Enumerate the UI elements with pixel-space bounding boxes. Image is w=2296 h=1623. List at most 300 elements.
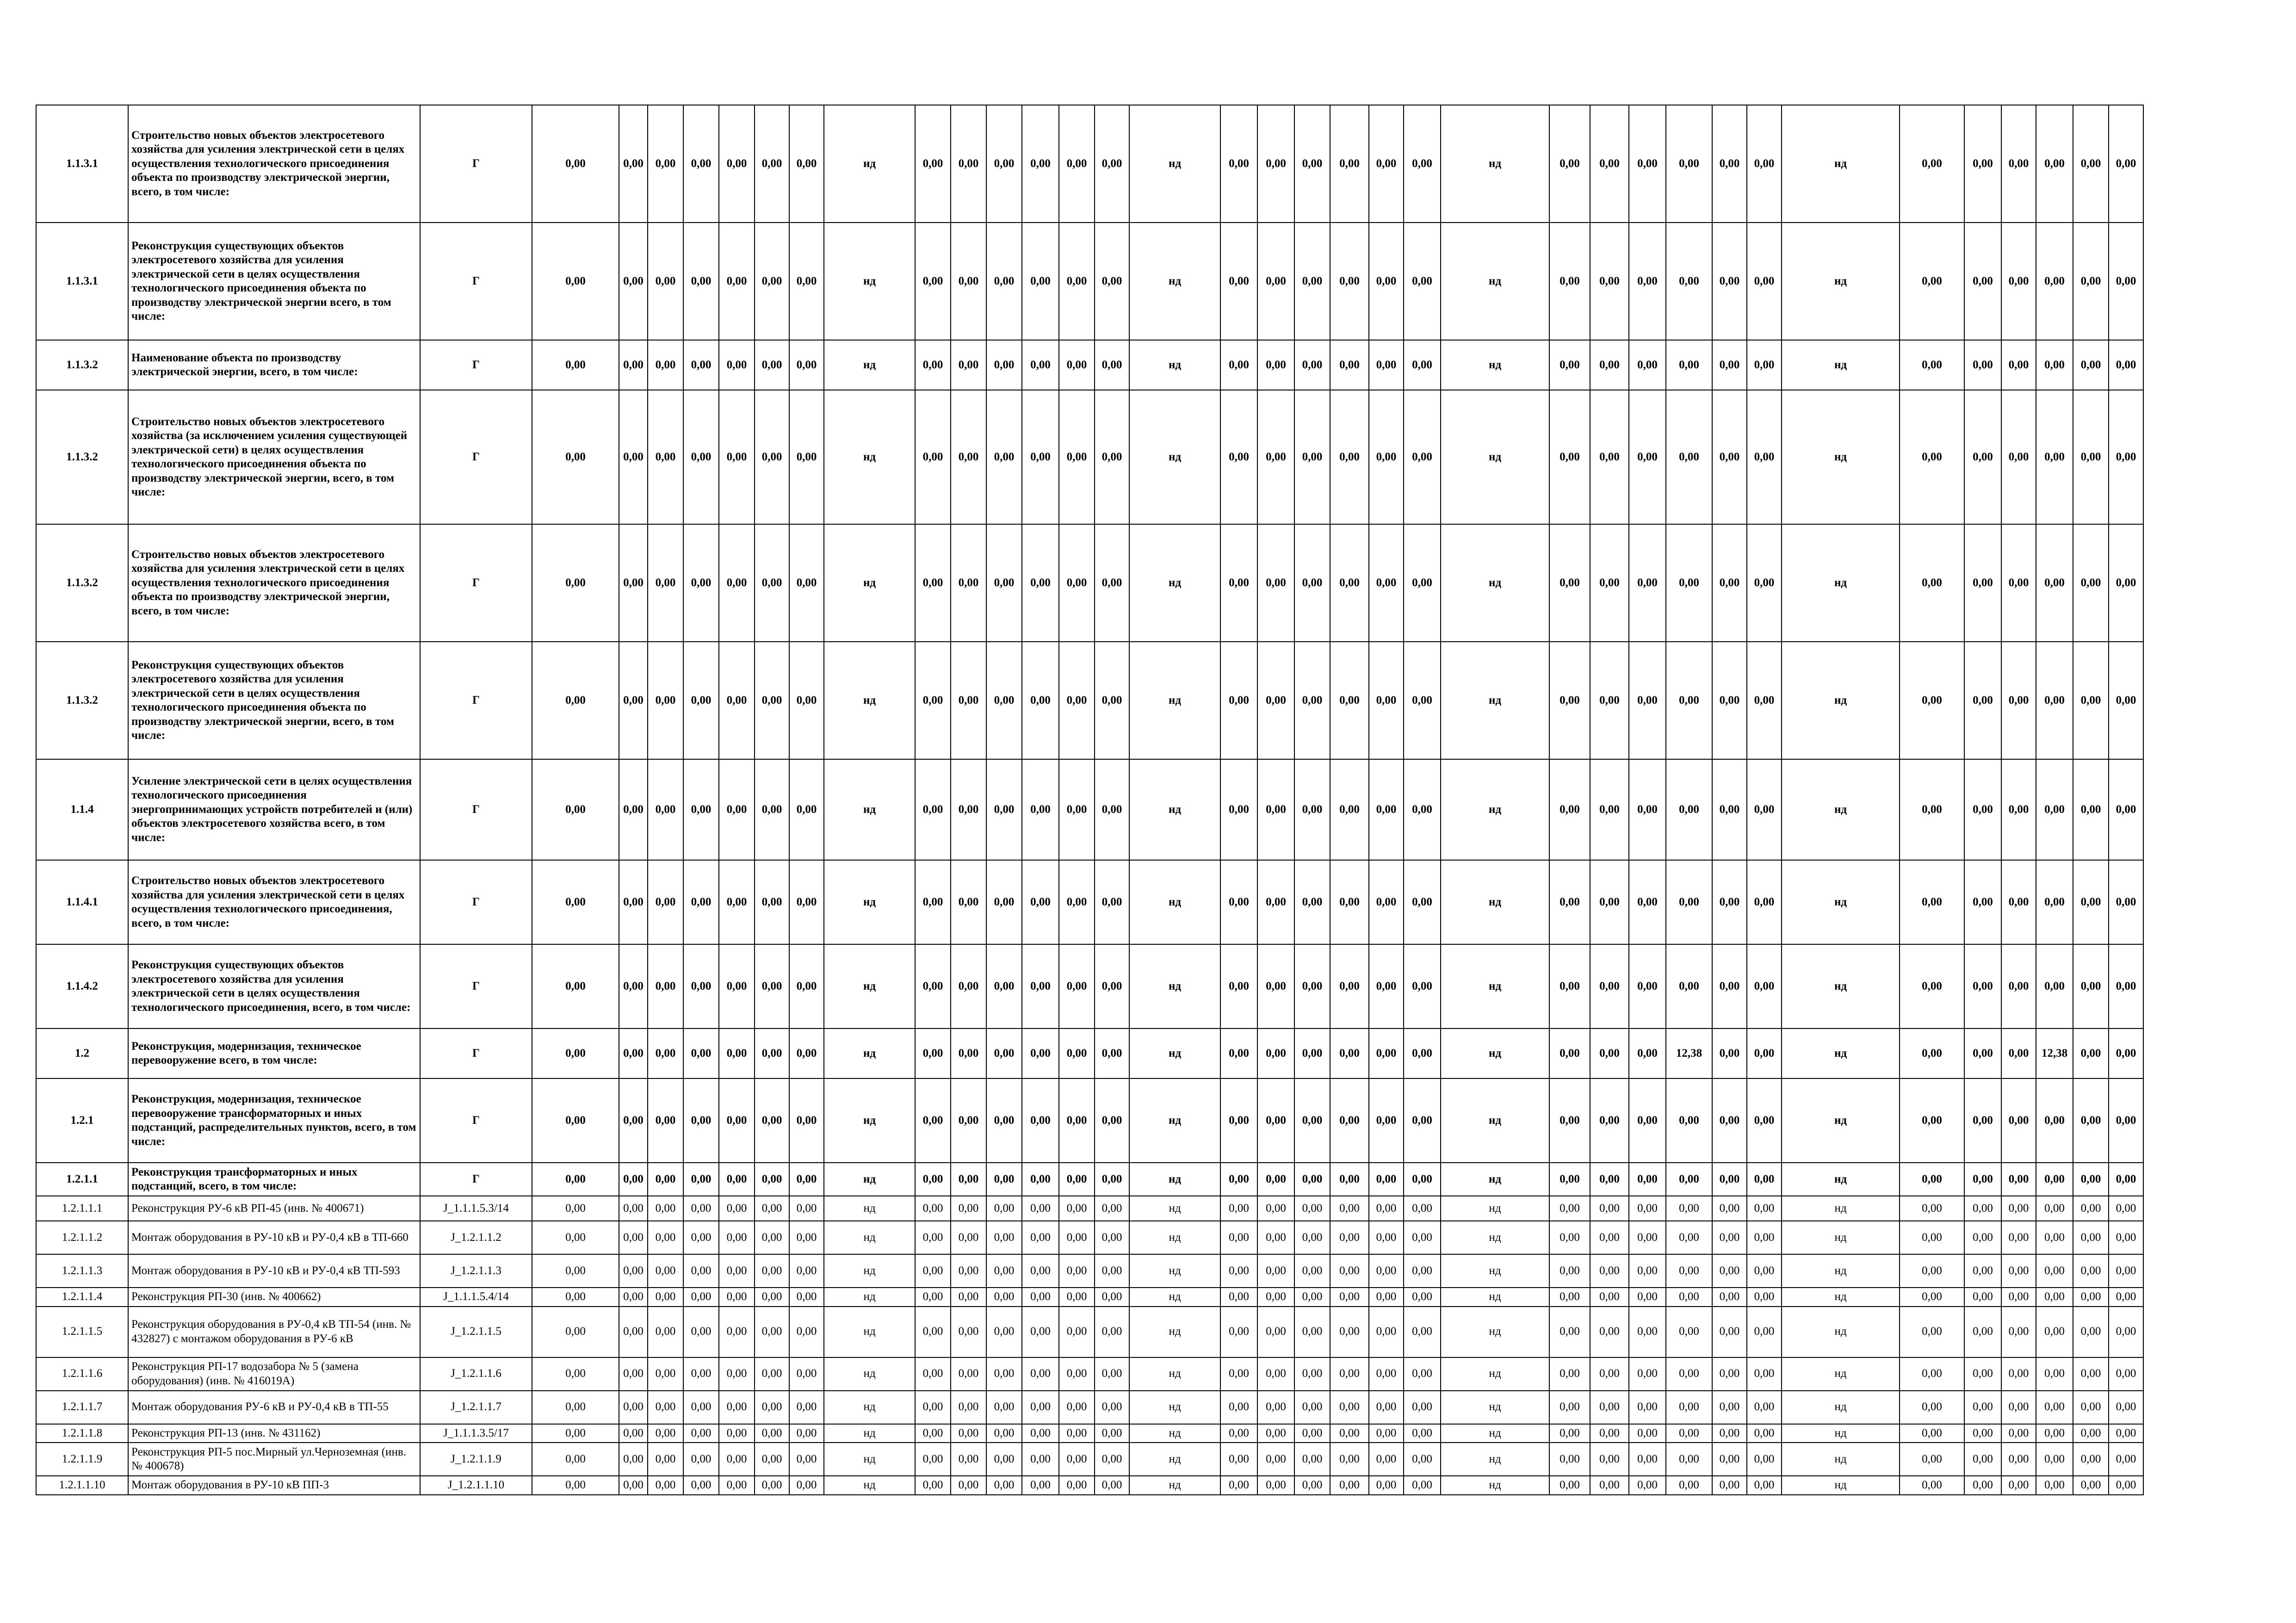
value-cell: 0,00 [719,105,755,223]
value-cell: 0,00 [1629,1307,1666,1357]
value-cell: 0,00 [1549,390,1590,524]
row-id-cell: J_1.2.1.1.10 [420,1476,532,1495]
value-cell: 0,00 [1900,1443,1964,1476]
value-cell: 0,00 [683,1163,719,1196]
value-cell: 0,00 [683,642,719,759]
value-cell: нд [824,390,915,524]
value-cell: 0,00 [1294,105,1330,223]
value-cell: 0,00 [2073,944,2109,1028]
value-cell: 0,00 [2109,1424,2143,1443]
value-cell: 0,00 [1330,1443,1369,1476]
value-cell: 0,00 [1095,1221,1129,1254]
value-cell: 0,00 [1022,1307,1059,1357]
value-cell: 0,00 [2036,1196,2073,1221]
value-cell: 0,00 [1404,340,1441,390]
value-cell: 0,00 [915,1476,951,1495]
value-cell: 0,00 [2109,1307,2143,1357]
value-cell: 0,00 [2001,1288,2036,1307]
value-cell: 0,00 [951,1221,986,1254]
value-cell: 0,00 [1964,1307,2001,1357]
value-cell: 0,00 [2036,223,2073,340]
value-cell: нд [1129,1221,1220,1254]
value-cell: 0,00 [1549,1288,1590,1307]
value-cell: 0,00 [1220,1307,1257,1357]
value-cell: 0,00 [1369,944,1404,1028]
value-cell: 0,00 [648,1196,683,1221]
value-cell: 0,00 [1095,860,1129,944]
row-name-cell: Реконструкция РП-5 пос.Мирный ул.Черноземная (инв. № 400678) [128,1443,420,1476]
value-cell: 0,00 [683,1476,719,1495]
value-cell: 0,00 [2109,759,2143,860]
value-cell: нд [824,1163,915,1196]
row-id-cell: Г [420,642,532,759]
value-cell: 0,00 [719,1078,755,1163]
value-cell: 0,00 [1747,1163,1782,1196]
value-cell: 0,00 [1059,340,1095,390]
value-cell: 0,00 [648,860,683,944]
value-cell: 0,00 [683,759,719,860]
value-cell: 0,00 [1369,340,1404,390]
value-cell: 0,00 [1022,1028,1059,1078]
value-cell: 0,00 [1294,1476,1330,1495]
value-cell: 0,00 [2001,759,2036,860]
value-cell: 0,00 [719,1196,755,1221]
value-cell: нд [1782,1288,1900,1307]
value-cell: нд [1782,390,1900,524]
row-id-cell: Г [420,223,532,340]
value-cell: 0,00 [1666,524,1712,642]
value-cell: нд [1129,390,1220,524]
value-cell: нд [1441,1307,1549,1357]
value-cell: 0,00 [2036,1424,2073,1443]
value-cell: нд [1441,1221,1549,1254]
row-code-cell: 1.1.3.2 [36,340,128,390]
value-cell: 0,00 [1590,1357,1629,1391]
value-cell: 0,00 [1549,860,1590,944]
value-cell: 0,00 [755,1424,789,1443]
value-cell: 0,00 [648,1254,683,1288]
value-cell: 0,00 [1330,1221,1369,1254]
value-cell: 0,00 [1964,1391,2001,1424]
value-cell: 0,00 [1059,944,1095,1028]
value-cell: 0,00 [951,340,986,390]
value-cell: 0,00 [683,1254,719,1288]
value-cell: 0,00 [1712,1196,1747,1221]
value-cell: 0,00 [2001,1476,2036,1495]
value-cell: 0,00 [1059,1391,1095,1424]
value-cell: 0,00 [755,1254,789,1288]
value-cell: нд [1782,1424,1900,1443]
value-cell: 0,00 [1095,105,1129,223]
value-cell: 0,00 [1629,1078,1666,1163]
row-name-cell: Монтаж оборудования РУ-6 кВ и РУ-0,4 кВ в ТП-55 [128,1391,420,1424]
row-id-cell: J_1.2.1.1.9 [420,1443,532,1476]
value-cell: 0,00 [1257,1391,1294,1424]
row-code-cell: 1.2.1.1.9 [36,1443,128,1476]
value-cell: 0,00 [2036,860,2073,944]
value-cell: 0,00 [532,223,619,340]
value-cell: 0,00 [755,1078,789,1163]
value-cell: 0,00 [1220,1357,1257,1391]
value-cell: 0,00 [719,223,755,340]
row-id-cell: Г [420,860,532,944]
value-cell: 0,00 [1666,944,1712,1028]
value-cell: 0,00 [619,1288,648,1307]
value-cell: 0,00 [1059,642,1095,759]
value-cell: 0,00 [1629,1028,1666,1078]
row-name-cell: Реконструкция существующих объектов электросетевого хозяйства для усиления электрической сети в целях осуществления технологического присоединения объекта по производству электрической энергии всего, в том числе: [128,223,420,340]
value-cell: 0,00 [2073,1028,2109,1078]
value-cell: 0,00 [2109,390,2143,524]
value-cell: 0,00 [951,1307,986,1357]
value-cell: нд [1129,1391,1220,1424]
value-cell: 0,00 [1022,1288,1059,1307]
value-cell: 0,00 [1549,1221,1590,1254]
value-cell: нд [1129,105,1220,223]
value-cell: 0,00 [1404,1221,1441,1254]
value-cell: 0,00 [755,340,789,390]
value-cell: 0,00 [1900,1163,1964,1196]
value-cell: 0,00 [1712,759,1747,860]
value-cell: нд [1441,223,1549,340]
value-cell: 0,00 [1747,1196,1782,1221]
value-cell: 0,00 [2001,340,2036,390]
value-cell: 0,00 [2036,1221,2073,1254]
value-cell: 12,38 [2036,1028,2073,1078]
value-cell: нд [1129,860,1220,944]
row-name-cell: Реконструкция оборудования в РУ-0,4 кВ ТП-54 (инв. № 432827) с монтажом оборудования в РУ-6 кВ [128,1307,420,1357]
value-cell: 0,00 [1900,223,1964,340]
value-cell: 0,00 [1330,642,1369,759]
value-cell: 0,00 [1404,1357,1441,1391]
value-cell: нд [824,1028,915,1078]
value-cell: 0,00 [1629,1443,1666,1476]
value-cell: 0,00 [986,1307,1022,1357]
value-cell: нд [1129,1254,1220,1288]
value-cell: 0,00 [1369,105,1404,223]
value-cell: 0,00 [789,340,824,390]
value-cell: нд [824,1288,915,1307]
value-cell: 0,00 [1220,642,1257,759]
value-cell: 0,00 [1549,1391,1590,1424]
value-cell: нд [1129,524,1220,642]
value-cell: 0,00 [951,860,986,944]
value-cell: 0,00 [1294,1288,1330,1307]
table-row [36,1357,2196,1391]
value-cell: 0,00 [789,1288,824,1307]
value-cell: 0,00 [755,1288,789,1307]
row-name-cell: Реконструкция РУ-6 кВ РП-45 (инв. № 400671) [128,1196,420,1221]
value-cell: 0,00 [2073,759,2109,860]
value-cell: 0,00 [1095,1078,1129,1163]
value-cell: 0,00 [1666,390,1712,524]
value-cell: 0,00 [2109,860,2143,944]
value-cell: 0,00 [1747,105,1782,223]
value-cell: 0,00 [1022,1163,1059,1196]
row-id-cell: Г [420,1163,532,1196]
value-cell: нд [1441,944,1549,1028]
value-cell: 0,00 [1022,1196,1059,1221]
row-id-cell: J_1.1.1.5.3/14 [420,1196,532,1221]
value-cell: 0,00 [1022,1254,1059,1288]
value-cell: 0,00 [1666,1357,1712,1391]
value-cell: 0,00 [2073,1163,2109,1196]
row-code-cell: 1.2.1.1 [36,1163,128,1196]
value-cell: 0,00 [1590,1221,1629,1254]
value-cell: 0,00 [2073,1288,2109,1307]
value-cell: 0,00 [532,1163,619,1196]
value-cell: нд [1441,1476,1549,1495]
value-cell: 0,00 [719,1307,755,1357]
value-cell: 0,00 [1590,642,1629,759]
row-code-cell: 1.1.3.1 [36,105,128,223]
value-cell: 0,00 [789,1221,824,1254]
value-cell: 0,00 [619,1163,648,1196]
value-cell: нд [824,340,915,390]
value-cell: 0,00 [1666,1163,1712,1196]
value-cell: 0,00 [1590,105,1629,223]
value-cell: нд [824,1476,915,1495]
value-cell: 0,00 [1022,340,1059,390]
value-cell: 0,00 [2036,1357,2073,1391]
value-cell: 0,00 [532,860,619,944]
value-cell: 0,00 [1330,1196,1369,1221]
value-cell: 0,00 [2073,1424,2109,1443]
value-cell: 0,00 [648,1391,683,1424]
table-row [36,860,2196,944]
value-cell: 0,00 [532,1028,619,1078]
row-id-cell: Г [420,1078,532,1163]
value-cell: 0,00 [1549,642,1590,759]
value-cell: 0,00 [619,1424,648,1443]
value-cell: 0,00 [1666,1424,1712,1443]
value-cell: 0,00 [2109,1254,2143,1288]
value-cell: 0,00 [1712,524,1747,642]
value-cell: 0,00 [1590,1424,1629,1443]
value-cell: 0,00 [2073,860,2109,944]
value-cell: 0,00 [1404,642,1441,759]
value-cell: 0,00 [1294,340,1330,390]
value-cell: 0,00 [1549,1078,1590,1163]
value-cell: 0,00 [1294,1357,1330,1391]
value-cell: 0,00 [1294,642,1330,759]
value-cell: 0,00 [1095,1357,1129,1391]
value-cell: 0,00 [1330,1288,1369,1307]
value-cell: 0,00 [1095,1254,1129,1288]
value-cell: 0,00 [1590,1307,1629,1357]
value-cell: 0,00 [755,1163,789,1196]
value-cell: 0,00 [2073,1221,2109,1254]
value-cell: 0,00 [915,944,951,1028]
value-cell: нд [1441,1254,1549,1288]
value-cell: 0,00 [1095,1196,1129,1221]
value-cell: 0,00 [951,642,986,759]
value-cell: 0,00 [1712,1163,1747,1196]
table-row [36,223,2196,340]
value-cell: 0,00 [789,1357,824,1391]
value-cell: нд [824,524,915,642]
value-cell: 0,00 [1712,390,1747,524]
row-code-cell: 1.2.1.1.3 [36,1254,128,1288]
value-cell: 0,00 [1590,944,1629,1028]
value-cell: 0,00 [1059,105,1095,223]
value-cell: нд [1782,1254,1900,1288]
value-cell: 0,00 [1330,1163,1369,1196]
value-cell: 0,00 [1404,1028,1441,1078]
value-cell: 0,00 [2109,1288,2143,1307]
value-cell: 0,00 [1257,1357,1294,1391]
value-cell: 0,00 [1900,390,1964,524]
value-cell: 0,00 [1666,1254,1712,1288]
row-id-cell: Г [420,340,532,390]
value-cell: нд [1441,860,1549,944]
value-cell: 0,00 [789,1078,824,1163]
value-cell: нд [1129,759,1220,860]
value-cell: 0,00 [1369,1078,1404,1163]
value-cell: 0,00 [648,1424,683,1443]
value-cell: 0,00 [1629,1391,1666,1424]
value-cell: 0,00 [1964,944,2001,1028]
value-cell: 0,00 [1747,223,1782,340]
row-code-cell: 1.2 [36,1028,128,1078]
row-name-cell: Реконструкция, модернизация, техническое перевооружение всего, в том числе: [128,1028,420,1078]
value-cell: 0,00 [1712,860,1747,944]
value-cell: 0,00 [951,1443,986,1476]
value-cell: 0,00 [648,340,683,390]
value-cell: 0,00 [1712,1307,1747,1357]
row-code-cell: 1.1.3.2 [36,390,128,524]
value-cell: 0,00 [1330,1028,1369,1078]
value-cell: 0,00 [619,105,648,223]
table-row [36,1196,2196,1221]
value-cell: 0,00 [986,944,1022,1028]
value-cell: 0,00 [1590,1163,1629,1196]
value-cell: 0,00 [1712,1357,1747,1391]
value-cell: 0,00 [1712,1391,1747,1424]
value-cell: 0,00 [1549,1443,1590,1476]
value-cell: 0,00 [1590,759,1629,860]
value-cell: 0,00 [1629,390,1666,524]
table-row [36,1307,2196,1357]
value-cell: 0,00 [789,1307,824,1357]
value-cell: 0,00 [1964,642,2001,759]
row-code-cell: 1.2.1.1.8 [36,1424,128,1443]
value-cell: 0,00 [1629,1288,1666,1307]
row-id-cell: Г [420,944,532,1028]
value-cell: нд [1782,860,1900,944]
value-cell: 0,00 [619,759,648,860]
value-cell: 0,00 [1095,944,1129,1028]
value-cell: нд [1782,1307,1900,1357]
row-code-cell: 1.2.1 [36,1078,128,1163]
value-cell: 0,00 [789,759,824,860]
value-cell: 0,00 [986,1391,1022,1424]
value-cell: 0,00 [1712,1221,1747,1254]
value-cell: 0,00 [1369,1288,1404,1307]
value-cell: 0,00 [986,1424,1022,1443]
value-cell: 0,00 [1549,1357,1590,1391]
value-cell: 0,00 [2001,1196,2036,1221]
value-cell: нд [1129,1476,1220,1495]
value-cell: 0,00 [532,1391,619,1424]
value-cell: 0,00 [1220,1288,1257,1307]
value-cell: 0,00 [1629,944,1666,1028]
value-cell: 0,00 [1022,1476,1059,1495]
value-cell: 0,00 [1549,1196,1590,1221]
value-cell: 0,00 [1712,223,1747,340]
value-cell: 0,00 [1022,1443,1059,1476]
value-cell: 0,00 [1220,340,1257,390]
value-cell: нд [1129,1357,1220,1391]
value-cell: 0,00 [951,223,986,340]
value-cell: 0,00 [1294,1196,1330,1221]
value-cell: 0,00 [951,1391,986,1424]
value-cell: нд [1129,944,1220,1028]
value-cell: 0,00 [1022,944,1059,1028]
value-cell: 0,00 [1747,340,1782,390]
value-cell: 0,00 [1095,390,1129,524]
value-cell: 0,00 [1666,1196,1712,1221]
value-cell: 0,00 [1095,1391,1129,1424]
row-name-cell: Реконструкция существующих объектов электросетевого хозяйства для усиления электрической сети в целях осуществления технологического присоединения, всего, в том числе: [128,944,420,1028]
value-cell: 0,00 [755,223,789,340]
value-cell: 0,00 [1220,860,1257,944]
value-cell: 0,00 [951,1288,986,1307]
value-cell: 0,00 [532,1254,619,1288]
value-cell: 0,00 [1220,223,1257,340]
value-cell: 0,00 [2109,1196,2143,1221]
value-cell: 0,00 [1369,1357,1404,1391]
value-cell: 0,00 [1095,1443,1129,1476]
value-cell: 0,00 [951,105,986,223]
value-cell: 0,00 [683,860,719,944]
value-cell: нд [824,1357,915,1391]
value-cell: 0,00 [1095,340,1129,390]
value-cell: 0,00 [789,1196,824,1221]
value-cell: 0,00 [1590,1028,1629,1078]
value-cell: нд [824,1443,915,1476]
value-cell: 0,00 [1747,1221,1782,1254]
value-cell: 0,00 [1095,1307,1129,1357]
value-cell: 0,00 [683,1028,719,1078]
value-cell: нд [1129,642,1220,759]
value-cell: 0,00 [1330,1307,1369,1357]
value-cell: 0,00 [1294,1391,1330,1424]
table-row [36,759,2196,860]
value-cell: 0,00 [1369,1443,1404,1476]
value-cell: 0,00 [719,1028,755,1078]
value-cell: 0,00 [986,1288,1022,1307]
value-cell: 0,00 [532,1078,619,1163]
value-cell: 0,00 [648,944,683,1028]
value-cell: 0,00 [1590,1391,1629,1424]
value-cell: 0,00 [1369,1424,1404,1443]
value-cell: 0,00 [1712,642,1747,759]
value-cell: 0,00 [2073,105,2109,223]
value-cell: 0,00 [2036,1163,2073,1196]
row-code-cell: 1.2.1.1.2 [36,1221,128,1254]
row-id-cell: Г [420,524,532,642]
value-cell: 0,00 [1590,390,1629,524]
value-cell: 0,00 [648,1443,683,1476]
value-cell: 0,00 [619,1078,648,1163]
value-cell: 0,00 [2036,390,2073,524]
value-cell: 0,00 [789,105,824,223]
value-cell: 0,00 [719,1288,755,1307]
value-cell: 0,00 [755,642,789,759]
value-cell: 0,00 [1629,1476,1666,1495]
value-cell: 0,00 [986,642,1022,759]
